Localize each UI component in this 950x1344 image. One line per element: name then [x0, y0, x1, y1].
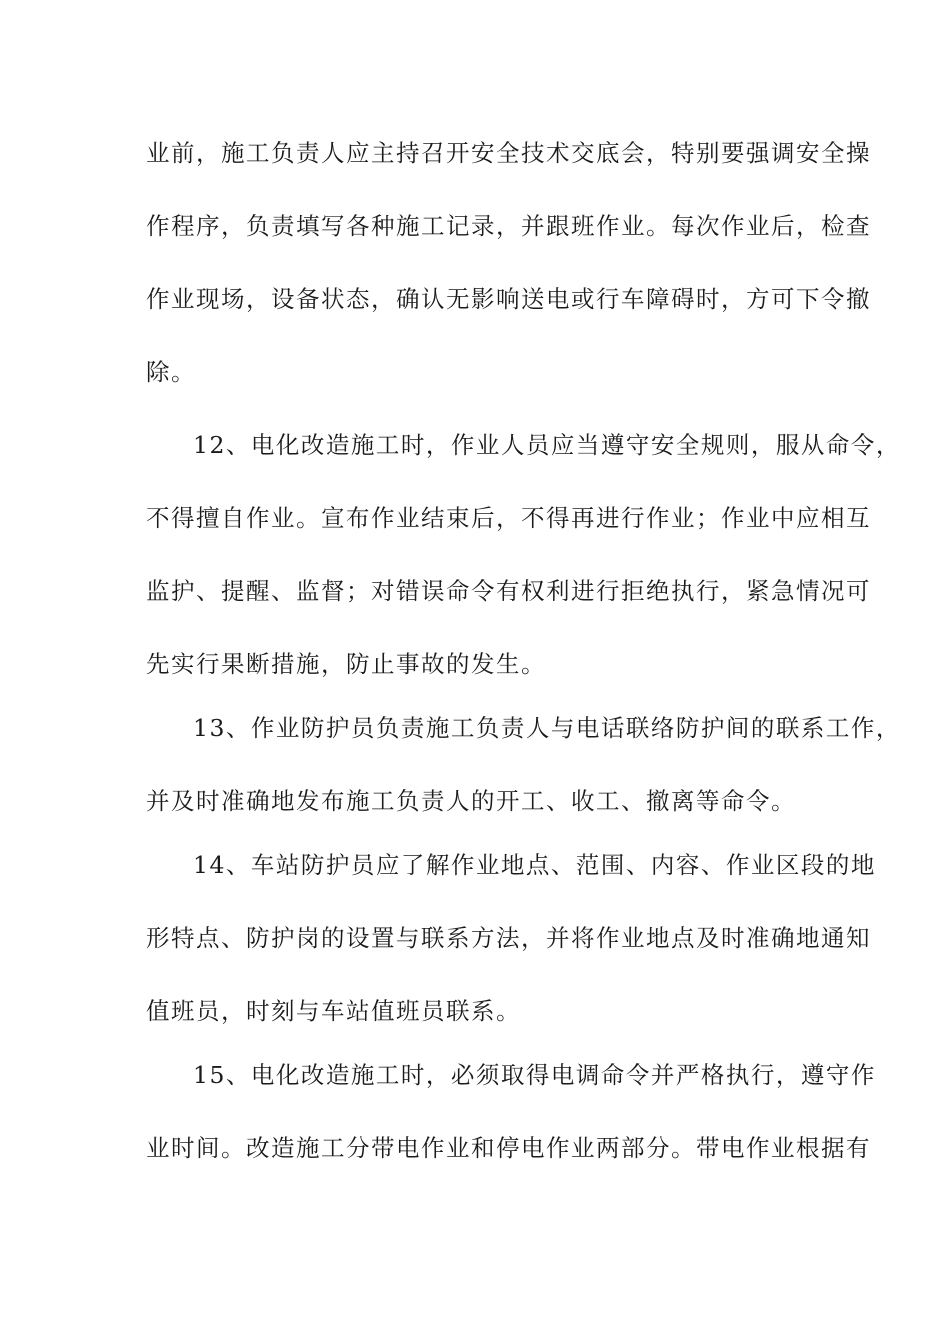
text-line: 业时间。改造施工分带电作业和停电作业两部分。带电作业根据有 — [146, 1134, 871, 1162]
text-line: 业前，施工负责人应主持召开安全技术交底会，特别要强调安全操 — [146, 139, 871, 167]
text-line: 形特点、防护岗的设置与联系方法，并将作业地点及时准确地通知 — [146, 924, 871, 952]
text-line: 监护、提醒、监督；对错误命令有权利进行拒绝执行，紧急情况可 — [146, 577, 871, 605]
text-line: 作程序，负责填写各种施工记录，并跟班作业。每次作业后，检查 — [146, 212, 871, 240]
paragraph-12-start: 12、电化改造施工时，作业人员应当遵守安全规则，服从命令， — [193, 431, 901, 459]
text-line: 值班员，时刻与车站值班员联系。 — [146, 997, 521, 1025]
text-line: 不得擅自作业。宣布作业结束后，不得再进行作业；作业中应相互 — [146, 504, 871, 532]
paragraph-13-start: 13、作业防护员负责施工负责人与电话联络防护间的联系工作， — [193, 714, 901, 742]
text-line: 作业现场，设备状态，确认无影响送电或行车障碍时，方可下令撤 — [146, 285, 871, 313]
text-line: 先实行果断措施，防止事故的发生。 — [146, 650, 546, 678]
paragraph-15-start: 15、电化改造施工时，必须取得电调命令并严格执行，遵守作 — [193, 1061, 876, 1089]
text-line: 除。 — [146, 358, 196, 386]
text-line: 并及时准确地发布施工负责人的开工、收工、撤离等命令。 — [146, 787, 796, 815]
paragraph-14-start: 14、车站防护员应了解作业地点、范围、内容、作业区段的地 — [193, 851, 876, 879]
